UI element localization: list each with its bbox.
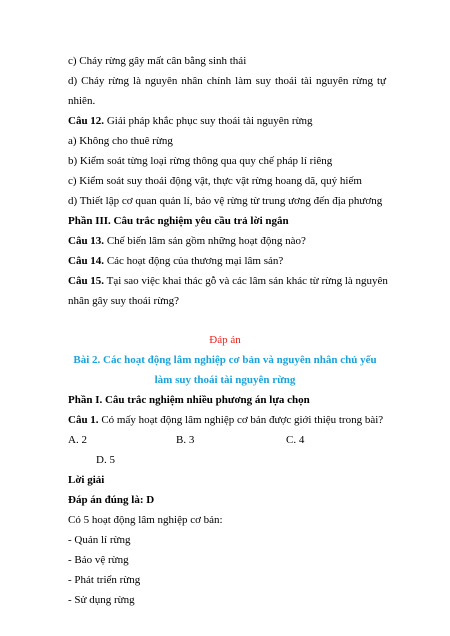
list-item: - Sử dụng rừng bbox=[68, 594, 135, 606]
question-14-label: Câu 14. bbox=[68, 255, 105, 267]
question-15-label: Câu 15. bbox=[68, 275, 105, 287]
question-12 bbox=[68, 114, 386, 128]
question-12-text: Giải pháp khắc phục suy thoái tài nguyên rừng bbox=[104, 115, 313, 127]
question-1-text: Có mấy hoạt động lâm nghiệp cơ bản được giới thiệu trong bài? bbox=[98, 414, 384, 426]
question-13-label: Câu 13. bbox=[68, 235, 105, 247]
option-c-fire-ecology: c) Cháy rừng gây mất cân bằng sinh thái bbox=[68, 55, 247, 67]
correct-answer: Đáp án đúng là: D bbox=[68, 494, 155, 506]
question-12-option-c: c) Kiểm soát suy thoái động vật, thực vật rừng hoang dã, quý hiếm bbox=[68, 175, 362, 187]
question-1 bbox=[68, 413, 386, 427]
question-12-option-b: b) Kiểm soát từng loại rừng thông qua quy chế pháp lí riêng bbox=[68, 155, 333, 167]
question-1-option-a: A. 2 bbox=[68, 434, 87, 446]
question-15-text-line1: Tại sao việc khai thác gỗ và các lâm sản khác từ rừng là nguyên bbox=[104, 275, 388, 287]
option-d-fire-cause-line2: nhiên. bbox=[68, 95, 96, 107]
explanation: Có 5 hoạt động lâm nghiệp cơ bản: bbox=[68, 514, 223, 526]
lesson-title-line1: Bài 2. Các hoạt động lâm nghiệp cơ bản và nguyên nhân chủ yếu bbox=[73, 354, 377, 366]
question-1-option-d: D. 5 bbox=[96, 454, 115, 466]
answer-title: Đáp án bbox=[209, 334, 241, 346]
lesson-title-line2: làm suy thoái tài nguyên rừng bbox=[154, 374, 296, 386]
question-14-text: Các hoạt động của thương mại lâm sản? bbox=[104, 255, 284, 267]
question-15-line1 bbox=[68, 274, 386, 288]
question-1-label: Câu 1. bbox=[68, 414, 99, 426]
question-14 bbox=[68, 254, 386, 268]
option-d-fire-cause-line1: d) Cháy rừng là nguyên nhân chính làm suy thoái tài nguyên rừng tự bbox=[68, 75, 386, 87]
list-item: - Bảo vệ rừng bbox=[68, 554, 129, 566]
question-12-label: Câu 12. bbox=[68, 115, 105, 127]
part3-heading: Phần III. Câu trắc nghiệm yêu cầu trả lời ngắn bbox=[68, 215, 289, 227]
list-item: - Quản lí rừng bbox=[68, 534, 131, 546]
question-12-option-d: d) Thiết lập cơ quan quản lí, bảo vệ rừng từ trung ương đến địa phương bbox=[68, 195, 383, 207]
question-13-text: Chế biến lâm sản gồm những hoạt động nào? bbox=[104, 235, 306, 247]
question-15-line2: nhân gây suy thoái rừng? bbox=[68, 295, 180, 307]
part1-heading: Phần I. Câu trắc nghiệm nhiều phương án lựa chọn bbox=[68, 394, 310, 406]
question-1-option-b: B. 3 bbox=[176, 434, 195, 446]
question-12-option-a: a) Không cho thuê rừng bbox=[68, 135, 173, 147]
question-13 bbox=[68, 234, 386, 248]
solution-label: Lời giải bbox=[68, 474, 105, 486]
question-1-option-c: C. 4 bbox=[286, 434, 305, 446]
list-item: - Phát triển rừng bbox=[68, 574, 141, 586]
